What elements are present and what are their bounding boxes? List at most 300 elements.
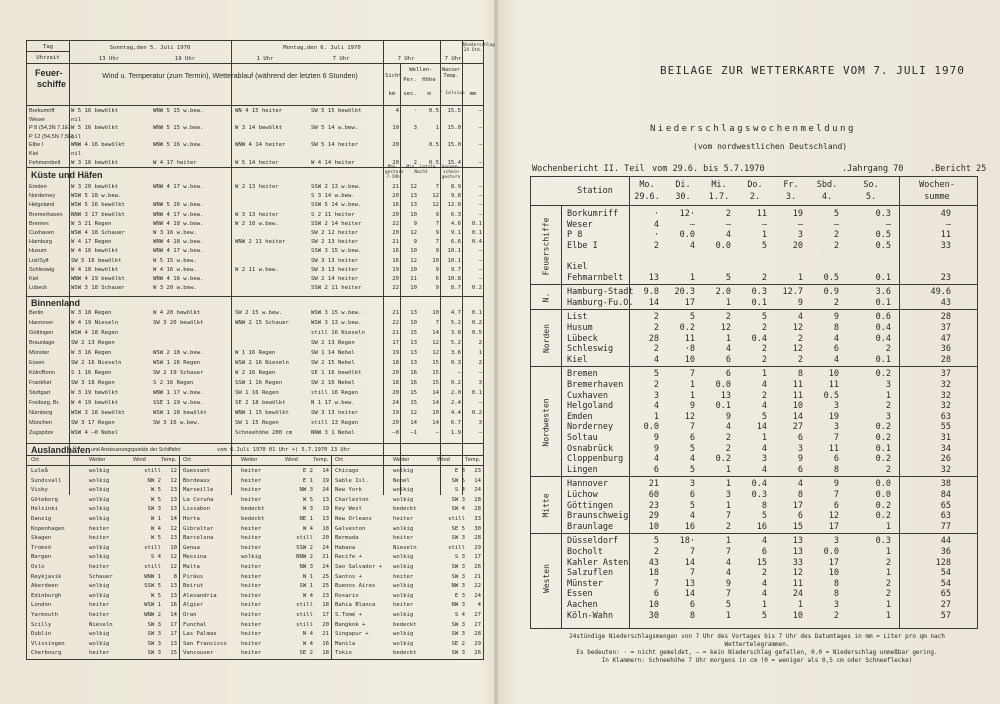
precip-value: 6 (797, 511, 803, 522)
col-subhead: 29.6. (634, 192, 660, 202)
abroad-cell: Galveston (335, 525, 366, 532)
observation: W 4 19 bewölkt (71, 400, 119, 406)
value: 15.4 (447, 159, 461, 166)
precip-value: 2 (725, 443, 731, 454)
abroad-cell: S 4 (454, 487, 465, 494)
precip-value: 0.4 (875, 333, 891, 344)
time-19: 19 Uhr (174, 56, 196, 62)
col-head: Di. (675, 180, 691, 190)
precip-value: 4 (689, 240, 695, 251)
precip-value: 9 (833, 479, 839, 490)
value: 21 (392, 239, 399, 246)
abroad-row (27, 534, 483, 543)
precip-value: 12 (792, 344, 803, 355)
value: 12 (432, 193, 439, 200)
precip-value: 0.6 (875, 312, 891, 323)
station-name: Zugspitze (29, 430, 54, 436)
precip-value: 12 (792, 323, 803, 333)
abroad-cell: bedeckt (241, 506, 265, 513)
precip-value: 27 (940, 600, 951, 610)
abroad-cell: wolkig (241, 554, 262, 561)
inland-row (27, 319, 483, 328)
abroad-cell: W 4 (302, 592, 313, 599)
value: 12 (410, 257, 417, 264)
value: 3 (478, 380, 482, 386)
precip-value: 14 (648, 297, 659, 308)
abroad-cell: heiter (241, 592, 262, 599)
station-name: Kiel (29, 276, 39, 282)
abroad-cell: Sundsvall (31, 477, 62, 484)
observation: WNW 4 18 w.bew. (153, 220, 204, 227)
precip-value: 4 (761, 380, 767, 390)
precip-value: 33 (940, 240, 951, 251)
value: 9 (435, 266, 439, 273)
observation: SW 5 15 bewölkt (311, 108, 362, 114)
abroad-cell: 10 (170, 544, 177, 551)
abroad-cell: Bergen (31, 554, 52, 561)
precip-value: 28 (940, 312, 951, 323)
observation: WNW 4 18 w.bew. (153, 239, 204, 246)
col-head: Wochen- (919, 180, 955, 190)
observation: SW 2 16 Nieseln (71, 360, 122, 366)
abroad-cell: W 5 (150, 592, 161, 599)
precip-value: 60 (648, 490, 659, 500)
station-name: Cuxhaven (29, 230, 55, 236)
value: 10 (410, 285, 417, 292)
value: 13 (410, 340, 417, 346)
precip-value: 9 (833, 312, 839, 323)
region-name: Nordwesten (541, 398, 551, 447)
precip-value: 7 (725, 547, 731, 557)
value: 14 (432, 420, 439, 426)
inland-row (27, 409, 483, 418)
precip-value: 7 (725, 589, 731, 600)
observation: WNW 1 17 w.bew. (153, 390, 204, 396)
ship-row (27, 141, 483, 150)
abroad-cell: 13 (170, 506, 177, 513)
value: 15 (432, 370, 439, 376)
value: 13 (410, 350, 417, 356)
value: 18 (392, 380, 399, 386)
observation: WSW 5 18 w.bew. (71, 193, 122, 200)
inland-row (27, 429, 483, 438)
abroad-cell: Cherbourg (31, 650, 62, 657)
value: 7 (435, 184, 439, 190)
abroad-cell: heiter (393, 573, 414, 580)
precip-value: 12 (792, 568, 803, 579)
abroad-cell: heiter (241, 640, 262, 647)
station-name: Hannover (567, 479, 608, 490)
value: 9 (435, 248, 439, 255)
precip-value: 2 (761, 344, 767, 355)
abroad-cell: SSW 5 (144, 583, 161, 590)
inland-row (27, 309, 483, 318)
abroad-cell: Nieseln (393, 544, 417, 551)
abroad-cell: Reykjavik (31, 573, 62, 580)
abroad-col-label: Temp. (465, 457, 481, 463)
value: 15 (432, 360, 439, 366)
precip-value: – (797, 219, 803, 230)
abroad-cell: Ouessant (183, 468, 210, 474)
observation: WSW 3 18 bewölkt (71, 410, 125, 416)
abroad-row (27, 630, 483, 639)
precip-value: 14 (792, 411, 803, 422)
value: 1.9 (450, 430, 461, 436)
col-head: Sbd. (816, 180, 838, 190)
col-head: Station (577, 186, 613, 196)
abroad-row (27, 573, 483, 582)
abroad-col-label: Temp. (313, 457, 329, 463)
precip-value: 0.1 (715, 401, 731, 412)
abroad-col-label: Ort (183, 457, 191, 463)
abroad-cell: still (296, 621, 313, 628)
precip-value: 4 (761, 589, 767, 600)
max-label: Max. gestern 7-19h (385, 165, 404, 180)
precip-row (531, 579, 977, 590)
abroad-cell: 18 (322, 602, 329, 609)
precip-value: 5 (761, 312, 767, 323)
abroad-cell: Algier (183, 602, 204, 609)
precip-value: 3.6 (875, 287, 891, 298)
observation: N 1 17 w.bew. (311, 400, 355, 406)
observation: W 1 16 Regen (235, 350, 276, 356)
precip-value: 17 (792, 500, 803, 511)
precip-value: 7 (689, 547, 695, 557)
abroad-cell: 4 (477, 602, 481, 609)
niederschlag-label: Niederschlag 24 Std. (463, 43, 495, 53)
station-name: Weser (29, 116, 46, 123)
abroad-cell: Tokio (335, 650, 352, 657)
precip-value: 11 (792, 380, 803, 390)
precip-value: 4 (689, 454, 695, 465)
precip-value: 4 (761, 536, 767, 547)
abroad-cell: N 4 (302, 631, 313, 638)
precip-value: 2 (653, 344, 659, 355)
col-head: So. (863, 180, 879, 190)
abroad-row (27, 640, 483, 649)
precip-value: 49 (940, 209, 951, 219)
precip-value: 7 (689, 369, 695, 380)
abroad-cell: Tromsö (31, 544, 52, 551)
value: 7 (435, 220, 439, 227)
abroad-cell: Lissabon (183, 506, 210, 513)
abroad-row (27, 601, 483, 610)
abroad-cell: heiter (241, 621, 262, 628)
precip-value: 21 (648, 479, 659, 490)
precip-value: 12· (679, 209, 695, 219)
precip-value: 1 (725, 536, 731, 547)
time-7b: 7 Uhr (397, 56, 415, 62)
region-divider (531, 533, 977, 534)
precip-value: 2 (885, 344, 891, 355)
precip-value: 3 (797, 230, 803, 241)
observation: W 4 18 bewölkt (71, 266, 119, 273)
value: 1 (435, 125, 439, 132)
region-name: N. (541, 292, 551, 303)
region-name: Feuerschiffe (541, 217, 551, 275)
abroad-cell: E 3 (454, 468, 465, 474)
abroad-cell: 13 (170, 592, 177, 599)
abroad-cell: 13 (170, 583, 177, 590)
precip-value: 12.7 (782, 287, 803, 298)
abroad-cell: Sao Salvador + (335, 564, 383, 570)
precip-value: · (653, 230, 659, 241)
precip-value: 0.1 (875, 272, 891, 283)
precip-value: 43 (648, 557, 659, 568)
precip-value: 38 (940, 479, 951, 490)
abroad-cell: Oran (183, 612, 197, 618)
value: 2 (478, 360, 482, 366)
abroad-cell: Gibraltar (183, 525, 214, 532)
precip-value: 8 (833, 578, 839, 589)
value: 0.5 (428, 159, 439, 166)
abroad-cell: W 5 (302, 496, 313, 503)
abroad-cell: Rosario (335, 592, 359, 599)
value: – (435, 430, 439, 436)
abroad-cell: W 1 (150, 516, 161, 522)
observation: SW 3 16 w.bew. (153, 420, 201, 426)
value: 15.0 (447, 125, 461, 132)
ship-row (27, 150, 483, 159)
precip-row (531, 444, 977, 455)
precip-value: 0.2 (875, 454, 891, 465)
value: · (413, 108, 417, 114)
precip-value: 54 (940, 568, 951, 579)
precip-value: 6 (653, 589, 659, 600)
observation: WSW 4 18 Schauer (71, 230, 125, 236)
abroad-title: Auslandhäfen (31, 445, 91, 455)
inland-row (27, 349, 483, 358)
precip-value: 12 (684, 411, 695, 422)
station-name: Salzuflen (567, 568, 614, 579)
abroad-cell: 19 (322, 477, 329, 484)
value: 10.8 (447, 276, 461, 282)
observation: W 2 11 w.bew. (235, 266, 279, 273)
precip-value: 4 (725, 557, 731, 568)
value: 2.4 (450, 400, 461, 406)
abroad-cell: Edinburgh (31, 592, 62, 599)
station-name: Nürnberg (29, 410, 53, 416)
precip-value: 4 (761, 401, 767, 412)
feuer-label: Feuer- (35, 68, 63, 78)
region-label (531, 312, 561, 365)
precip-value: 0.1 (875, 443, 891, 454)
abroad-row (27, 486, 483, 495)
abroad-cell: WNW 1 (144, 573, 161, 580)
abroad-cell: still (296, 535, 313, 542)
abroad-cell: wolkig (393, 631, 414, 638)
value: 10 (432, 257, 439, 264)
station-name: Bocholt (567, 547, 603, 557)
col-subhead: 30. (675, 192, 691, 202)
precip-row (531, 344, 977, 355)
station-name: Elbe I (29, 142, 44, 149)
precip-value: 0.4 (751, 333, 767, 344)
precip-value: 1 (797, 600, 803, 610)
precip-row (531, 490, 977, 501)
ship-row (27, 107, 483, 116)
abroad-cell: wolkig (393, 554, 414, 561)
abroad-cell: heiter (393, 535, 414, 542)
coast-row (27, 229, 483, 238)
precip-row (531, 355, 977, 366)
abroad-cell: wolkig (393, 487, 414, 494)
abroad-cell: S 4 (150, 554, 161, 561)
observation: W 4 17 Regen (71, 239, 112, 246)
precip-value: 0.0 (715, 380, 731, 390)
observation: SW 2 15 w.bew. (235, 310, 283, 316)
precip-row (531, 501, 977, 512)
abroad-cell: 27 (474, 621, 481, 628)
abroad-row (27, 467, 483, 476)
footnote-line-3: In Klammern: Schneehöhe 7 Uhr morgens in cm (0 = weniger als 0,5 cm oder Schneeflecke) (601, 657, 913, 664)
abroad-cell: SE 2 (299, 650, 313, 657)
abroad-cell: 26 (474, 564, 481, 570)
station-name: Norderney (29, 193, 56, 200)
abroad-cell: WSW 1 (144, 602, 161, 609)
abroad-cell: Santos + (335, 573, 362, 580)
abroad-cell: heiter (89, 535, 110, 542)
station-name: Helgoland (567, 401, 614, 412)
observation: SW 5 14 heiter (311, 142, 359, 149)
precip-value: 2 (885, 401, 891, 412)
abroad-cell: Nieseln (89, 621, 113, 628)
day-sunday: Sonntag,den 5. Juli 1970 (109, 45, 191, 51)
precip-value: 2 (653, 380, 659, 390)
value: 0.4 (471, 239, 482, 246)
precip-value: 9 (797, 454, 803, 465)
station-name: Köln-Wahn (567, 610, 614, 621)
precip-value: 1 (689, 272, 695, 283)
station-name: Bremen (29, 220, 49, 227)
value: 19 (392, 410, 399, 416)
region-divider (531, 476, 977, 477)
abroad-cell: Buenos Aires (335, 583, 376, 590)
precip-value: 0.5 (823, 272, 839, 283)
coast-row (27, 275, 483, 284)
value: 0.2 (471, 320, 482, 326)
abroad-cell: S 4 (454, 612, 465, 618)
observation: SW 5 16 bewölkt (71, 257, 122, 264)
mm-label: mm (469, 91, 477, 97)
column-description: Wind u. Temperatur (zum Termin), Wetterablauf (während der letzten 6 Stunden) (102, 71, 358, 80)
precip-value: 55 (940, 422, 951, 433)
coast-row (27, 220, 483, 229)
precip-value: 0.2 (715, 454, 731, 465)
precip-value: 0.9 (823, 287, 839, 298)
abroad-note: und Ansteuerungspunkte der Schiffahrt (91, 447, 181, 453)
col-subhead: 4. (821, 192, 833, 202)
station-name: Stuttgart (29, 390, 51, 396)
precip-value: 20 (792, 240, 803, 251)
precip-value: 30 (648, 610, 659, 621)
abroad-cell: W 4 (150, 525, 161, 532)
precip-value: 2 (761, 390, 767, 401)
precip-value: 5 (689, 500, 695, 511)
precip-value: 32 (940, 401, 951, 412)
ship-and-coast-weather-table (26, 40, 495, 660)
abroad-cell: heiter (241, 631, 262, 638)
abroad-cell: SSW 2 (296, 544, 313, 551)
value: 14 (410, 420, 417, 426)
abroad-cell: Bahia Blanca (335, 602, 376, 609)
abroad-cell: still (448, 544, 465, 551)
observation: SE 2 18 bewölkt (235, 400, 286, 406)
station-name: Bremerhaven (29, 211, 63, 218)
abroad-cell: Messina (183, 554, 207, 561)
coast-row (27, 192, 483, 201)
precip-value: 10 (792, 401, 803, 412)
precip-value: 2 (725, 521, 731, 532)
observation: W 3 21 Regen (71, 220, 112, 227)
value: – (478, 159, 482, 166)
abroad-cell: wolkig (89, 496, 110, 503)
time-7: 7 Uhr (332, 56, 350, 62)
km-label: km (388, 91, 396, 97)
abroad-cell: 15 (170, 650, 177, 657)
station-name: Braunlage (567, 521, 614, 532)
precip-value: 13 (648, 272, 659, 283)
abroad-cell: 12 (170, 477, 177, 484)
report-title: Niederschlagswochenmeldung (650, 124, 856, 134)
precip-value: 5 (833, 209, 839, 219)
observation: Schneehöhe 200 cm (235, 430, 293, 436)
station-name: Köln/Bonn (29, 370, 55, 376)
precip-value: 5 (761, 610, 767, 621)
abroad-cell: NW 2 (147, 477, 161, 484)
precip-value: 3 (797, 443, 803, 454)
value: 16 (392, 248, 399, 255)
precip-value: 4 (761, 443, 767, 454)
ship-row (27, 124, 483, 133)
precip-row (531, 380, 977, 391)
observation: WNW 4 19 bewölkt (71, 276, 125, 282)
abroad-cell: wolkig (89, 516, 110, 522)
precip-value: 36 (940, 547, 951, 557)
value: 8.9 (450, 184, 461, 190)
precip-value: 4 (689, 511, 695, 522)
value: 17 (392, 340, 399, 346)
precip-value: 6 (797, 464, 803, 475)
abroad-cell: Habana (335, 544, 356, 551)
value: 20 (392, 390, 399, 396)
value: 15.0 (447, 142, 461, 149)
station-name: P 8 (567, 230, 583, 241)
observation: SW 2 19 Schauer (153, 370, 204, 376)
precip-value: 5 (689, 443, 695, 454)
precip-value: 2 (833, 610, 839, 621)
value: 2 (478, 340, 482, 346)
abroad-row (27, 544, 483, 553)
report-number: .Bericht 25 (930, 164, 987, 174)
abroad-cell: heiter (393, 516, 414, 522)
abroad-cell: Oslo (31, 564, 45, 570)
precip-value: 32 (940, 380, 951, 390)
precip-row (531, 230, 977, 241)
station-name: Schleswig (29, 266, 55, 273)
day-monday: Montag,den 6. Juli 1970 (283, 45, 361, 51)
value: 9 (435, 285, 439, 292)
abroad-cell: New York (335, 487, 362, 494)
precip-value: 0.0 (679, 230, 695, 241)
abroad-cell: Piräus (183, 573, 204, 580)
precip-value: 4 (725, 422, 731, 433)
abroad-cell: Marseille (183, 487, 214, 494)
col-head: Fr. (783, 180, 799, 190)
precip-row (531, 241, 977, 252)
precip-value: 10 (684, 354, 695, 365)
observation: SSE 1 19 w.bew. (153, 400, 204, 406)
